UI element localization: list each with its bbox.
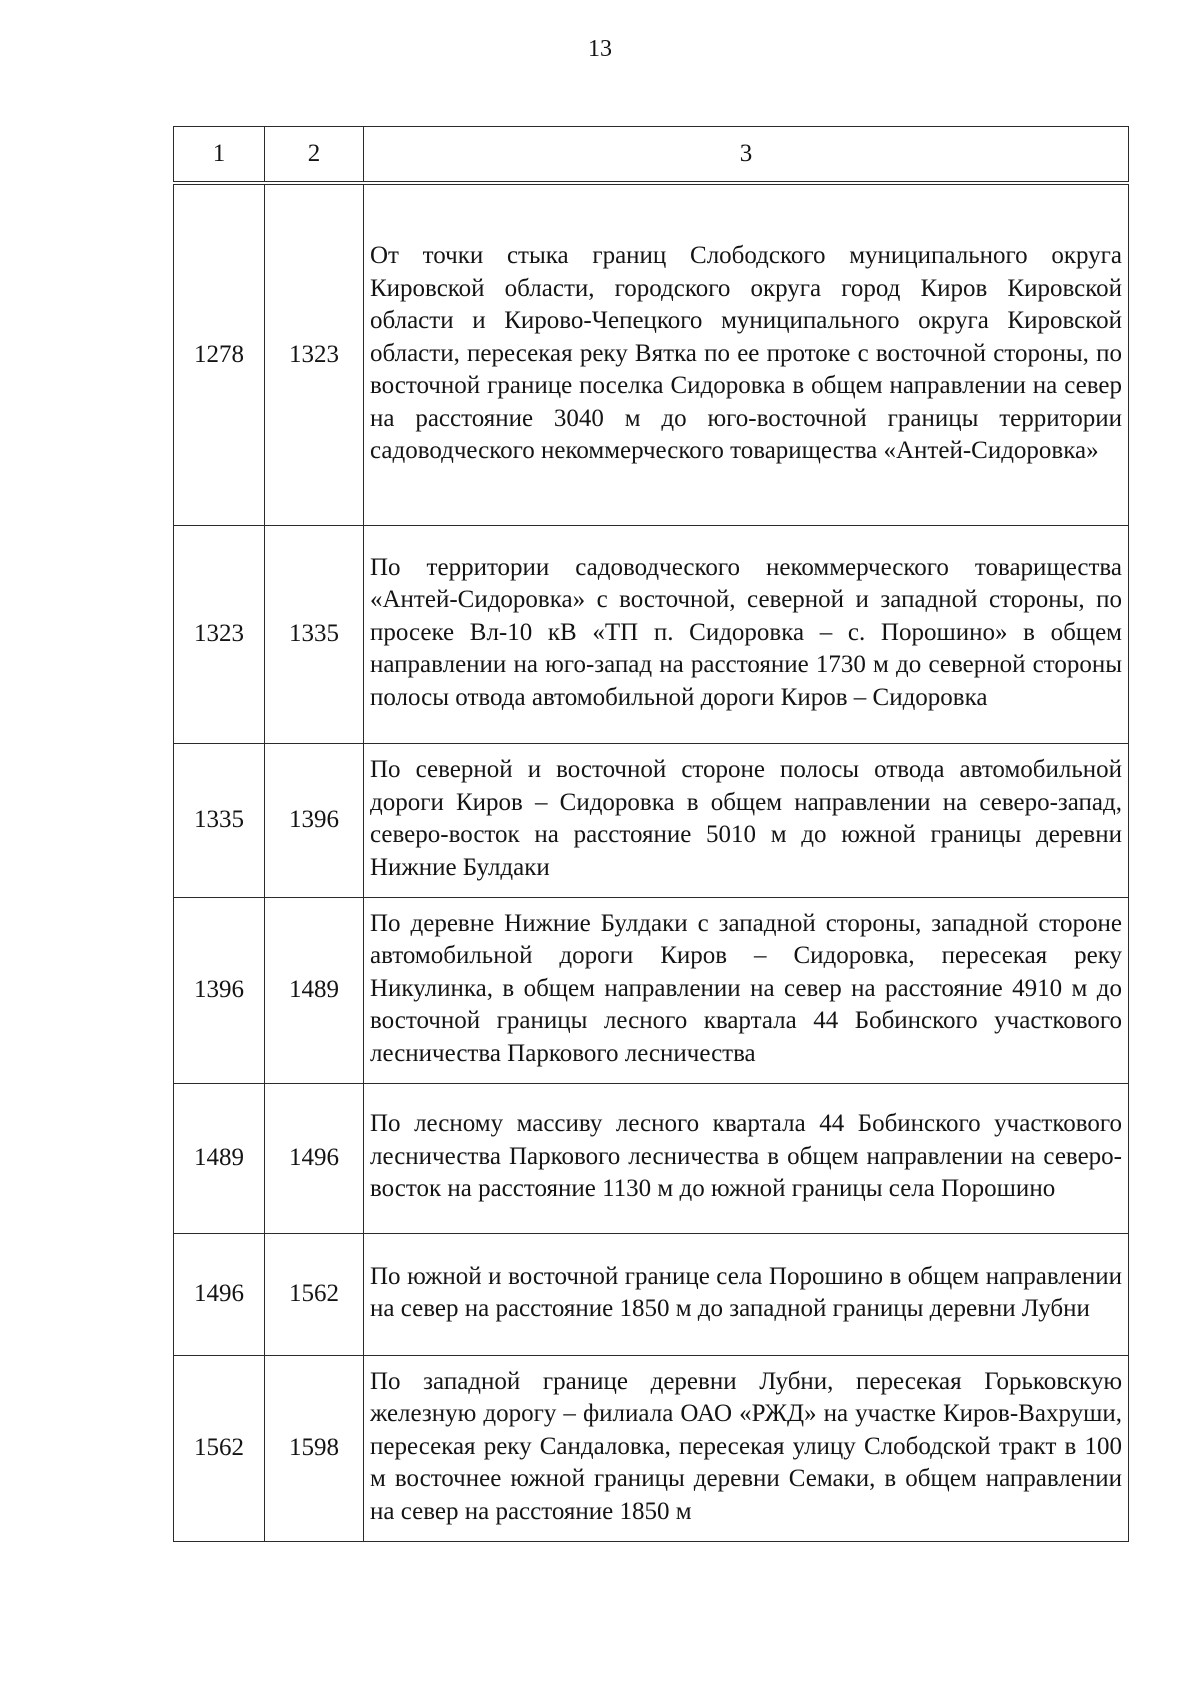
header-col-2: 2 — [265, 127, 364, 184]
boundary-description: По территории садоводческого некоммерческого товарищества «Антей-Сидоровка» с восточной, северной и западной стороны, по просеке Вл-10 кВ «ТП п. Сидоровка – с. Порошино» в общем направлении на юго-запад на расстояние 1730 м до северной стороны полосы отвода автомобильной дороги Киров – Сидоровка — [364, 525, 1129, 743]
table-row — [174, 897, 1129, 1083]
point-from: 1562 — [174, 1355, 265, 1541]
point-to: 1323 — [265, 183, 364, 525]
table-row — [174, 1355, 1129, 1541]
point-from: 1335 — [174, 743, 265, 897]
point-to: 1396 — [265, 743, 364, 897]
point-from: 1323 — [174, 525, 265, 743]
header-col-1: 1 — [174, 127, 265, 184]
point-from: 1489 — [174, 1083, 265, 1233]
table-row — [174, 525, 1129, 743]
table-row — [174, 1233, 1129, 1355]
table-row — [174, 183, 1129, 525]
boundary-description: По деревне Нижние Булдаки с западной стороны, западной стороне автомобильной дороги Киров – Сидоровка, пересекая реку Никулинка, в общем направлении на север на расстояние 4910 м до восточной границы лесного квартала 44 Бобинского участкового лесничества Паркового лесничества — [364, 897, 1129, 1083]
page-number: 13 — [588, 36, 612, 62]
point-from: 1396 — [174, 897, 265, 1083]
table-row — [174, 743, 1129, 897]
point-to: 1335 — [265, 525, 364, 743]
boundary-description: По южной и восточной границе села Порошино в общем направлении на север на расстояние 1850 м до западной границы деревни Лубни — [364, 1233, 1129, 1355]
point-to: 1496 — [265, 1083, 364, 1233]
boundary-description: От точки стыка границ Слободского муниципального округа Кировской области, городского округа город Киров Кировской области и Кирово-Чепецкого муниципального округа Кировской области, пересекая реку Вятка по ее протоке с восточной стороны, по восточной границе поселка Сидоровка в общем направлении на север на расстояние 3040 м до юго-восточной границы территории садоводческого некоммерческого товарищества «Антей-Сидоровка» — [364, 183, 1129, 525]
table-row — [174, 1083, 1129, 1233]
boundary-description: По северной и восточной стороне полосы отвода автомобильной дороги Киров – Сидоровка в общем направлении на северо-запад, северо-восток на расстояние 5010 м до южной границы деревни Нижние Булдаки — [364, 743, 1129, 897]
boundary-description: По лесному массиву лесного квартала 44 Бобинского участкового лесничества Паркового лесничества в общем направлении на северо-восток на расстояние 1130 м до южной границы села Порошино — [364, 1083, 1129, 1233]
point-from: 1278 — [174, 183, 265, 525]
point-from: 1496 — [174, 1233, 265, 1355]
point-to: 1562 — [265, 1233, 364, 1355]
point-to: 1598 — [265, 1355, 364, 1541]
point-to: 1489 — [265, 897, 364, 1083]
header-col-3: 3 — [364, 127, 1129, 184]
table-header-row — [174, 127, 1129, 184]
boundary-table — [173, 126, 1129, 1542]
boundary-description: По западной границе деревни Лубни, пересекая Горьковскую железную дорогу – филиала ОАО «РЖД» на участке Киров-Вахруши, пересекая реку Сандаловка, пересекая улицу Слободской тракт в 100 м восточнее южной границы деревни Семаки, в общем направлении на север на расстояние 1850 м — [364, 1355, 1129, 1541]
